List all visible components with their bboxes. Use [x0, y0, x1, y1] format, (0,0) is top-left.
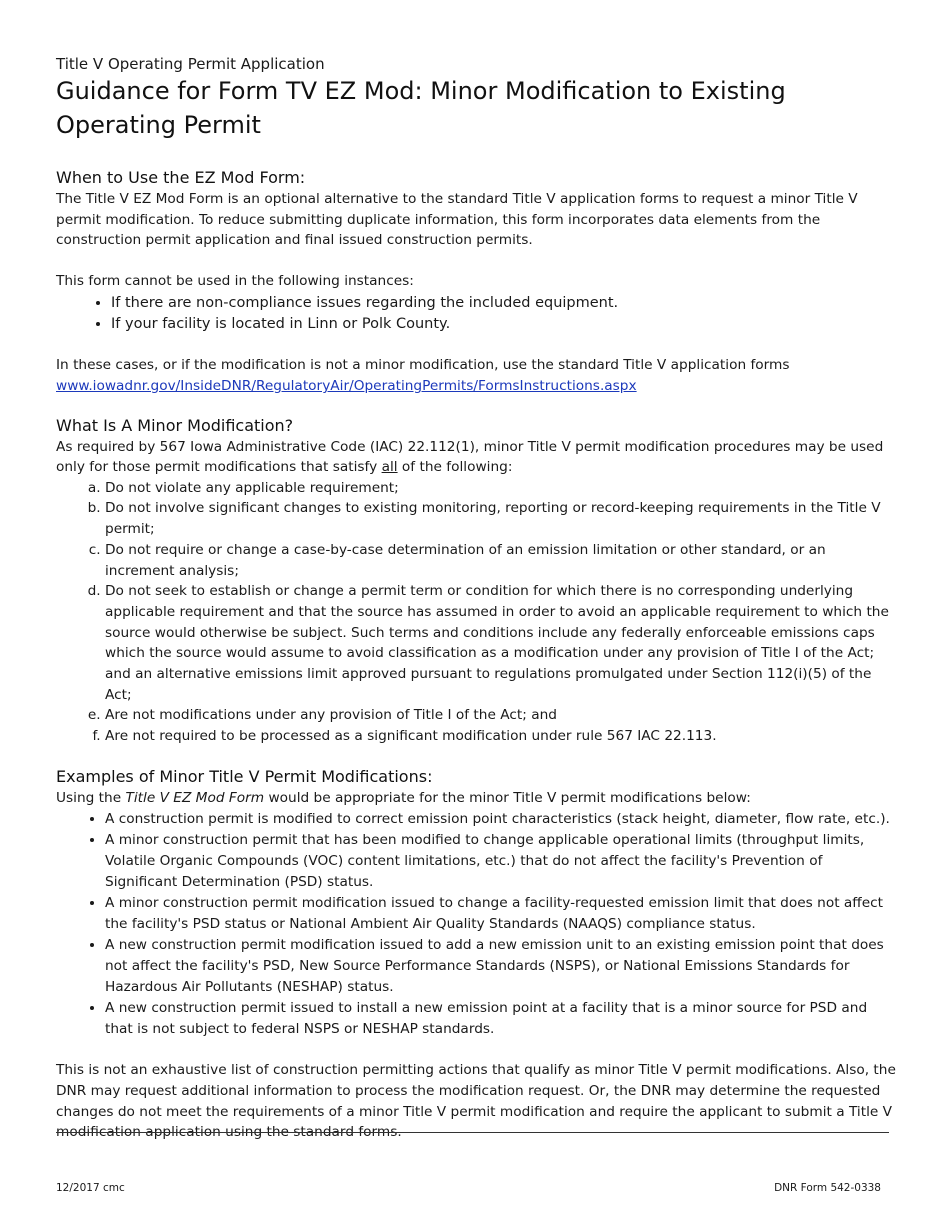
- minor-modification-intro: [56, 437, 896, 478]
- list-item: • If there are non-compliance issues regarding the included equipment.: [111, 293, 896, 314]
- list-item: • A new construction permit issued to install a new emission point at a facility that is a minor source for PSD and that is not subject to federal NSPS or NESHAP standards.: [105, 998, 896, 1040]
- page-title: Guidance for Form TV EZ Mod: Minor Modification to Existing Operating Permit: [56, 77, 786, 139]
- list-item: b. Do not involve significant changes to existing monitoring, reporting or record-keeping requirements in the Title V permit;: [105, 498, 896, 539]
- intro-emphasis: all: [381, 459, 398, 476]
- minor-modification-heading: What Is A Minor Modification?: [56, 415, 294, 435]
- examples-section: [56, 766, 896, 1143]
- form-name-emphasis: Title V EZ Mod Form: [125, 789, 265, 806]
- closing-paragraph: This is not an exhaustive list of construction permitting actions that qualify as minor Title V permit modifications. Also, the DNR may request additional information to process the modification request. Or, the DNR may determine the requested changes do not meet the requirements of a minor Title V permit modification and require the applicant to submit a Title V modification application using the standard forms.: [56, 1062, 896, 1141]
- cannot-use-text: This form cannot be used in the following instances:: [56, 272, 414, 289]
- when-to-use-section: [56, 167, 896, 397]
- footer-date: 12/2017 cmc: [56, 1182, 125, 1194]
- list-item: • If your facility is located in Linn or Polk County.: [111, 314, 896, 335]
- examples-heading: Examples of Minor Title V Permit Modifications:: [56, 766, 433, 786]
- document-supertitle: Title V Operating Permit Application: [56, 55, 325, 73]
- list-item: a. Do not violate any applicable requirement;: [105, 478, 896, 499]
- list-item: • A minor construction permit modification issued to change a facility-requested emission limit that does not affect the facility's PSD status or National Ambient Air Quality Standards (NAAQS) compliance status.: [105, 893, 896, 935]
- criteria-list: [56, 478, 896, 747]
- list-item: • A construction permit is modified to correct emission point characteristics (stack height, diameter, flow rate, etc.).: [105, 809, 896, 830]
- cases-text: In these cases, or if the modification is not a minor modification, use the standard Title V application forms: [56, 357, 790, 374]
- when-to-use-heading: When to Use the EZ Mod Form:: [56, 168, 306, 187]
- minor-modification-section: [56, 415, 896, 747]
- examples-intro: [56, 788, 896, 809]
- when-to-use-intro: The Title V EZ Mod Form is an optional alternative to the standard Title V application forms to request a minor Title V permit modification. To reduce submitting duplicate information, this form incorporates data elements from the construction permit application and final issued construction permits.: [56, 191, 858, 249]
- list-item: c. Do not require or change a case-by-case determination of an emission limitation or other standard, or an increment analysis;: [105, 540, 896, 581]
- examples-list: [56, 809, 896, 1039]
- intro-text: of the following:: [397, 459, 513, 476]
- list-item: f. Are not required to be processed as a significant modification under rule 567 IAC 22.113.: [105, 726, 896, 747]
- instances-list: [56, 293, 896, 335]
- list-item: • A new construction permit modification issued to add a new emission unit to an existing emission point that does not affect the facility's PSD, New Source Performance Standards (NSPS), or National Emissions Standards for Hazardous Air Pollutants (NESHAP) status.: [105, 935, 896, 998]
- intro-text: Using the: [56, 789, 126, 806]
- intro-text: would be appropriate for the minor Title V permit modifications below:: [264, 789, 751, 806]
- list-item: d. Do not seek to establish or change a permit term or condition for which there is no corresponding underlying applicable requirement and that the source has assumed in order to avoid an applicable requirement to which the source would otherwise be subject. Such terms and conditions include any federally enforceable emissions caps which the source would assume to avoid classification as a modification under any provision of Title I of the Act; and an alternative emissions limit approved pursuant to regulations promulgated under Section 112(i)(5) of the Act;: [105, 581, 896, 705]
- footer-divider: [56, 1132, 889, 1133]
- list-item: • A minor construction permit that has been modified to change applicable operational limits (throughput limits, Volatile Organic Compounds (VOC) content limitations, etc.) that do not affect the facility's Prevention of Significant Determination (PSD) status.: [105, 830, 896, 893]
- list-item: e. Are not modifications under any provision of Title I of the Act; and: [105, 705, 896, 726]
- document-body: [56, 54, 896, 1143]
- intro-text: As required by 567 Iowa Administrative Code (IAC) 22.112(1), minor Title V permit modification procedures may be used only for those permit modifications that satisfy: [56, 438, 884, 476]
- forms-instructions-link[interactable]: www.iowadnr.gov/InsideDNR/RegulatoryAir/OperatingPermits/FormsInstructions.aspx: [56, 377, 637, 394]
- footer-form-number: DNR Form 542-0338: [774, 1182, 881, 1194]
